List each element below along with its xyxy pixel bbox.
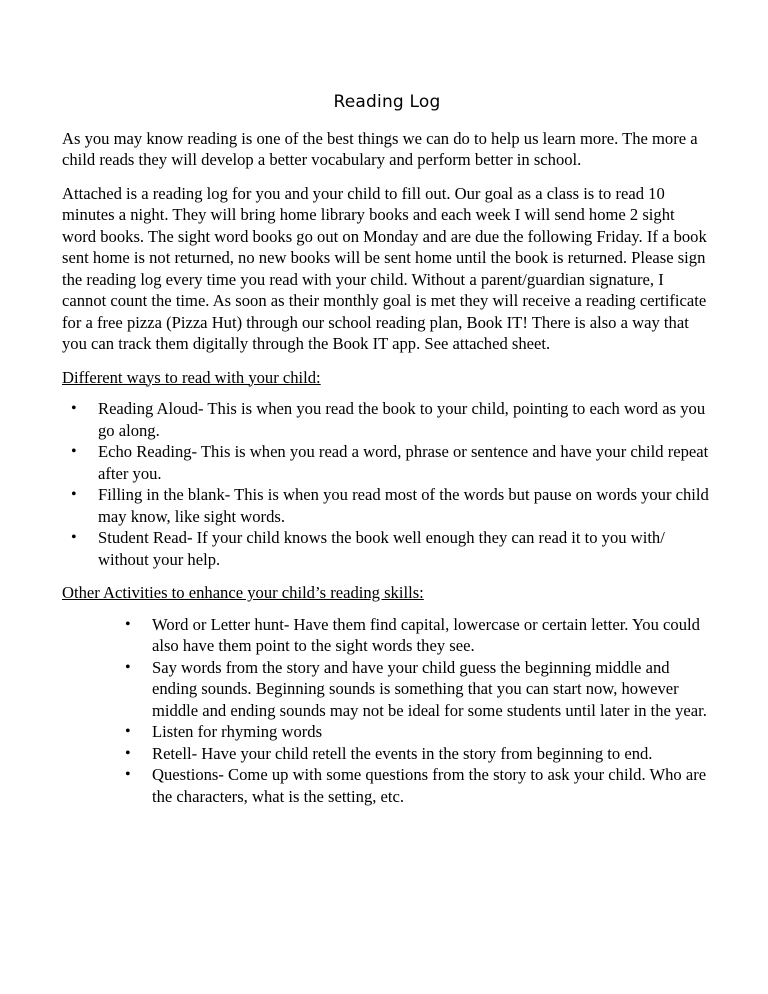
list-item: • Listen for rhyming words xyxy=(62,721,712,743)
instructions-paragraph: Attached is a reading log for you and your child to fill out. Our goal as a class is to read 10 minutes a night. They will bring home library books and each week I will send home 2 sight word books. The sight word books go out on Monday and are due the following Friday. If a book sent home is not returned, no new books will be sent home until the book is returned. Please sign the reading log every time you read with your child. Without a parent/guardian signature, I cannot count the time. As soon as their monthly goal is met they will receive a reading certificate for a free pizza (Pizza Hut) through our school reading plan, Book IT! There is also a way that you can track them digitally through the Book IT app. See attached sheet. xyxy=(62,183,707,353)
intro-paragraph: As you may know reading is one of the best things we can do to help us learn more. The more a child reads they will develop a better vocabulary and perform better in school. xyxy=(62,128,698,169)
list-item: • Word or Letter hunt- Have them find capital, lowercase or certain letter. You could also have them point to the sight words they see. xyxy=(62,614,712,657)
reading-ways-list xyxy=(62,398,712,570)
list-item: • Questions- Come up with some questions from the story to ask your child. Who are the characters, what is the setting, etc. xyxy=(62,764,712,807)
activities-heading: Other Activities to enhance your child’s reading skills: xyxy=(62,583,424,602)
list-item: • Say words from the story and have your child guess the beginning middle and ending sounds. Beginning sounds is something that you can start now, however middle and ending sounds may not be ideal for some students until later in the year. xyxy=(62,657,712,722)
document-title: Reading Log xyxy=(333,92,441,112)
list-item: • Reading Aloud- This is when you read the book to your child, pointing to each word as you go along. xyxy=(62,398,712,441)
list-item: • Retell- Have your child retell the events in the story from beginning to end. xyxy=(62,743,712,765)
list-item: • Student Read- If your child knows the book well enough they can read it to you with/ without your help. xyxy=(62,527,712,570)
list-item: • Echo Reading- This is when you read a word, phrase or sentence and have your child repeat after you. xyxy=(62,441,712,484)
list-item: • Filling in the blank- This is when you read most of the words but pause on words your child may know, like sight words. xyxy=(62,484,712,527)
document-page xyxy=(62,92,712,819)
activities-list xyxy=(62,614,712,808)
reading-ways-heading: Different ways to read with your child: xyxy=(62,367,321,387)
